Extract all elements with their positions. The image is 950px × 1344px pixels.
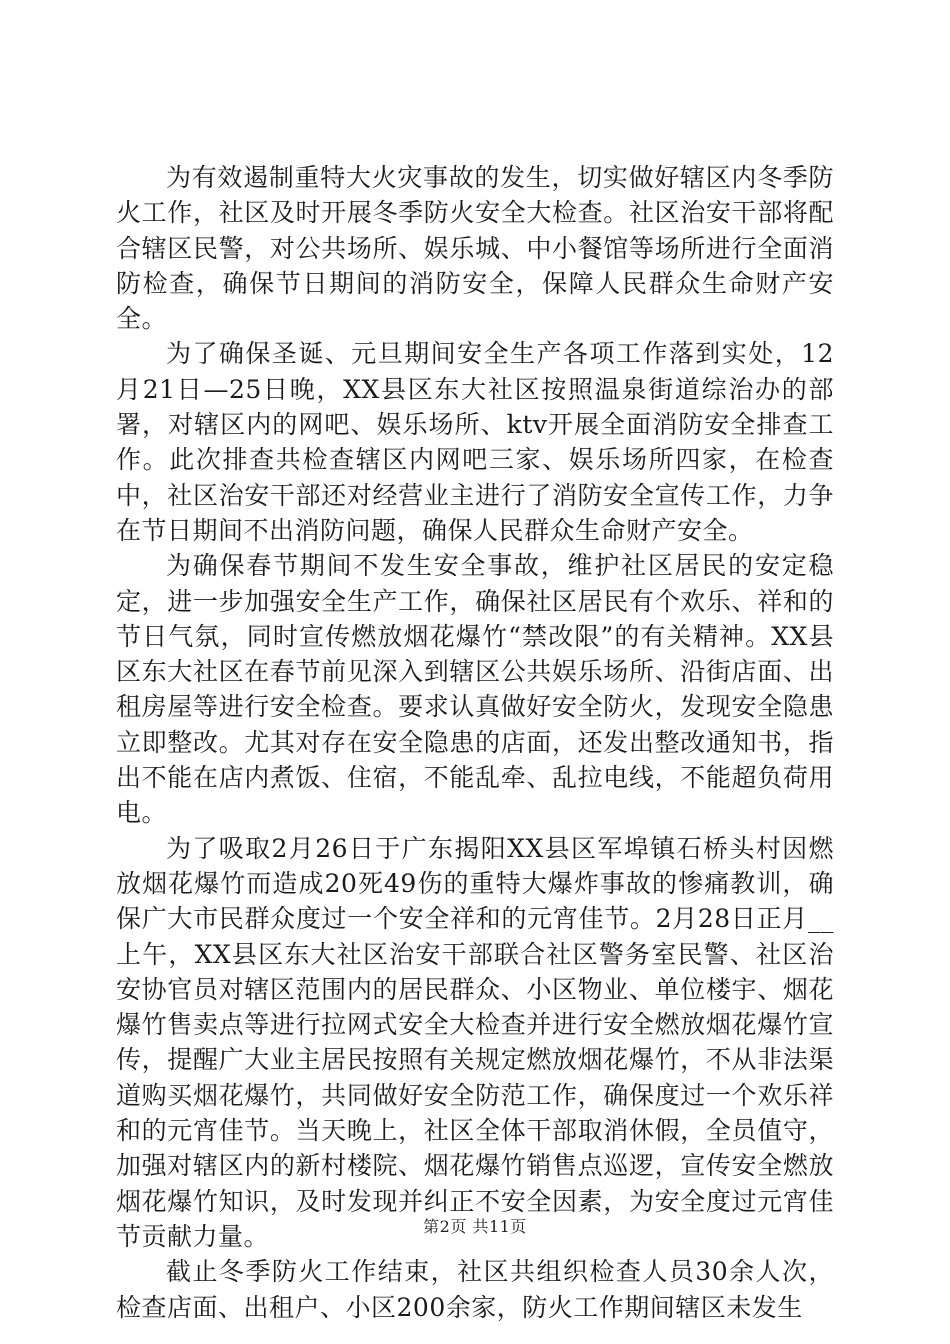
paragraph-lantern-festival-inspection: 为了吸取2月26日于广东揭阳XX县区军埠镇石桥头村因燃放烟花爆竹而造成20死49伤的重特大爆炸事故的惨痛教训，确保广大市民群众度过一个安全祥和的元宵佳节。2月28日正月__上午，XX县区东大社区治安干部联合社区警务室民警、社区治安协官员对辖区范围内的居民群众、小区物业、单位楼宇、烟花爆竹售卖点等进行拉网式安全大检查并进行安全燃放烟花爆竹宣传，提醒广大业主居民按照有关规定燃放烟花爆竹，不从非法渠道购买烟花爆竹，共同做好安全防范工作，确保度过一个欢乐祥和的元宵佳节。当天晚上，社区全体干部取消休假，全员值守，加强对辖区内的新村楼院、烟花爆竹销售点巡逻，宣传安全燃放烟花爆竹知识，及时发现并纠正不安全因素，为安全度过元宵佳节贡献力量。 bbox=[116, 833, 834, 1251]
paragraph-winter-fire-inspection: 为有效遏制重特大火灾事故的发生，切实做好辖区内冬季防火工作，社区及时开展冬季防火安全大检查。社区治安干部将配合辖区民警，对公共场所、娱乐城、中小餐馆等场所进行全面消防检查，确保节日期间的消防安全，保障人民群众生命财产安全。 bbox=[116, 163, 834, 334]
page-number: 第2页 共11页 bbox=[423, 1217, 527, 1236]
document-body bbox=[116, 160, 834, 1325]
paragraph-spring-festival-inspection: 为确保春节期间不发生安全事故，维护社区居民的安定稳定，进一步加强安全生产工作，确保社区居民有个欢乐、祥和的节日气氛，同时宣传燃放烟花爆竹“禁改限”的有关精神。XX县区东大社区在春节前见深入到辖区公共娱乐场所、沿街店面、出租房屋等进行安全检查。要求认真做好安全防火，发现安全隐患立即整改。尤其对存在安全隐患的店面，还发出整改通知书，指出不能在店内煮饭、住宿，不能乱牵、乱拉电线，不能超负荷用电。 bbox=[116, 551, 834, 828]
paragraph-christmas-newyear-inspection: 为了确保圣诞、元旦期间安全生产各项工作落到实处，12月21日—25日晚，XX县区东大社区按照温泉街道综治办的部署，对辖区内的网吧、娱乐场所、ktv开展全面消防安全排查工作。此次排查共检查辖区内网吧三家、娱乐场所四家，在检查中，社区治安干部还对经营业主进行了消防安全宣传工作，力争在节日期间不出消防问题，确保人民群众生命财产安全。 bbox=[116, 339, 834, 545]
paragraph-summary: 截止冬季防火工作结束，社区共组织检查人员30余人次，检查店面、出租户、小区200余家，防火工作期间辖区未发生 bbox=[116, 1257, 834, 1322]
